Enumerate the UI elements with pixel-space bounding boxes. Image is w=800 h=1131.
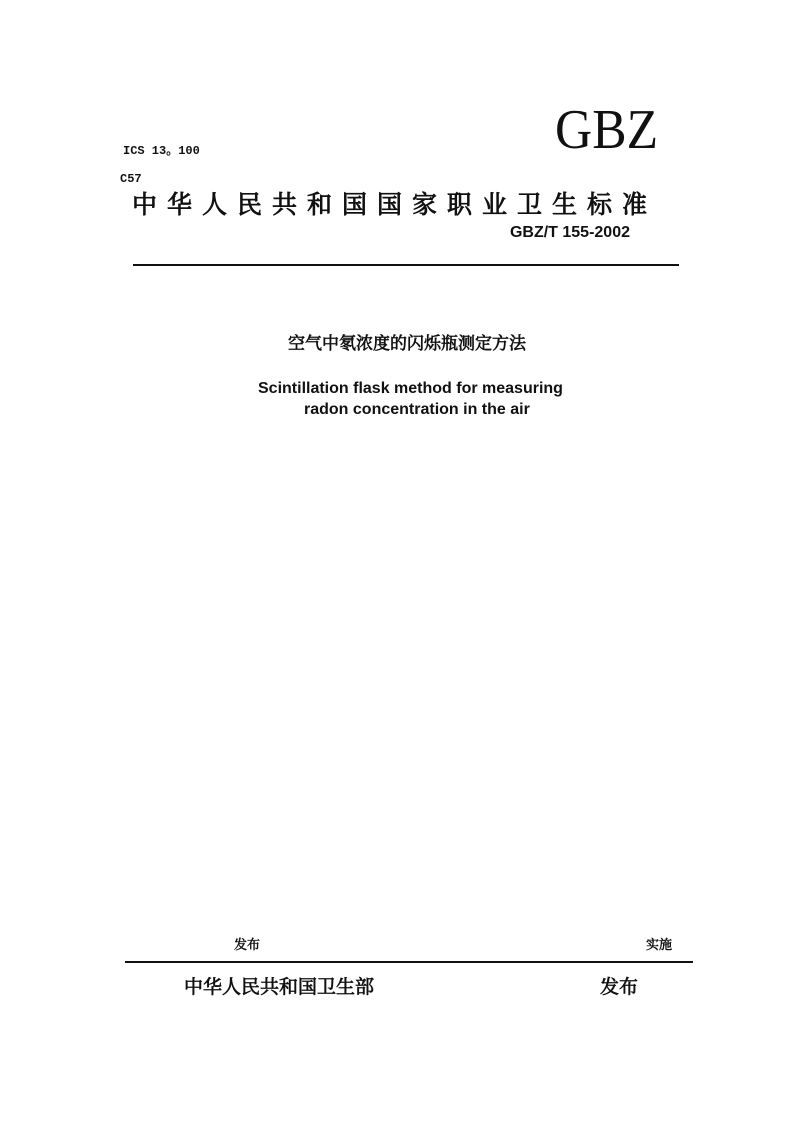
issue-date-label: 发布 [234, 938, 261, 953]
header-divider [133, 264, 679, 266]
publish-label: 发布 [600, 976, 639, 998]
standard-number: GBZ/T 155-2002 [509, 224, 630, 241]
english-title-line-1: Scintillation flask method for measuring [258, 380, 563, 397]
gbz-logo: GBZ [555, 99, 659, 161]
document-title-english [258, 378, 618, 420]
ccs-code: C57 [120, 172, 142, 186]
ics-code: ICS 13。100 [123, 144, 200, 158]
footer-divider [125, 961, 693, 963]
document-title-chinese: 空气中氡浓度的闪烁瓶测定方法 [288, 334, 526, 354]
english-title-line-2: radon concentration in the air [304, 401, 530, 418]
national-standard-title: 中华人民共和国国家职业卫生标准 [132, 190, 658, 219]
publisher-name: 中华人民共和国卫生部 [184, 976, 375, 998]
implementation-date-label: 实施 [646, 938, 673, 953]
